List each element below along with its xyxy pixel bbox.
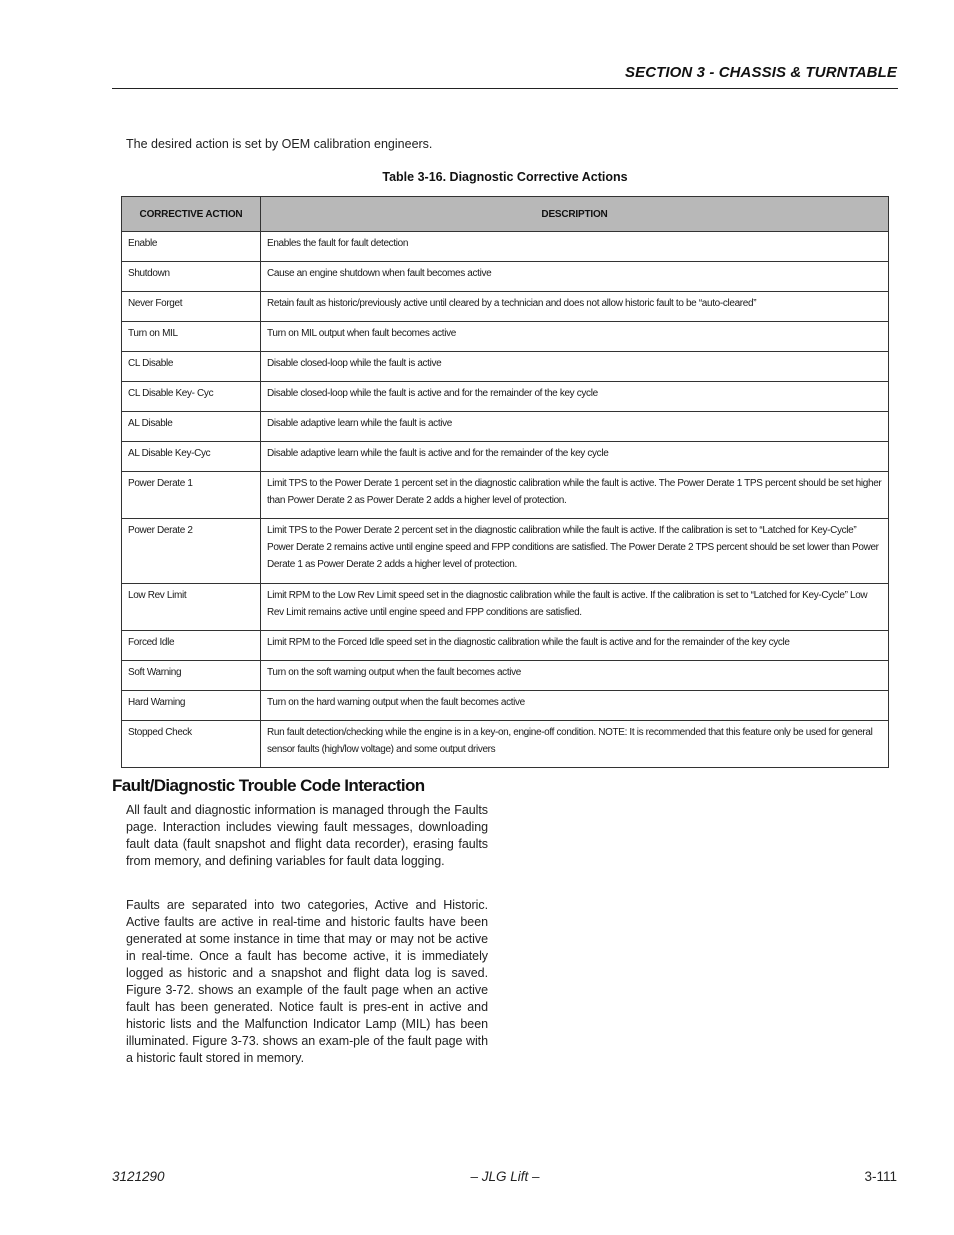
footer-publisher: – JLG Lift – (470, 1169, 540, 1184)
description-cell: Limit RPM to the Low Rev Limit speed set in the diagnostic calibration while the fault is active. If the calibration is set to “Latched for Key-Cycle” Low Rev Limit remains active until engine speed and FPP conditions are satisfied. (261, 584, 889, 631)
table-caption: Table 3-16. Diagnostic Corrective Actions (382, 170, 628, 184)
action-cell: Soft Warning (122, 661, 261, 691)
action-cell: Shutdown (122, 262, 261, 292)
action-cell: CL Disable Key- Cyc (122, 382, 261, 412)
action-cell: Low Rev Limit (122, 584, 261, 631)
description-cell: Run fault detection/checking while the engine is in a key-on, engine-off condition. NOTE: It is recommended that this feature only be used for general sensor faults (high/low voltage) and some output drivers (261, 721, 889, 768)
footer-page-number: 3-111 (864, 1169, 897, 1184)
description-cell: Turn on the hard warning output when the fault becomes active (261, 691, 889, 721)
action-cell: Stopped Check (122, 721, 261, 768)
action-cell: AL Disable (122, 412, 261, 442)
action-cell: CL Disable (122, 352, 261, 382)
table-row (122, 322, 889, 352)
description-cell: Limit TPS to the Power Derate 1 percent set in the diagnostic calibration while the fault is active. The Power Derate 1 TPS percent should be set higher than Power Derate 2 as Power Derate 2 adds a higher level of protection. (261, 472, 889, 519)
table-row (122, 519, 889, 584)
table-header-row (122, 197, 889, 232)
section-heading: Fault/Diagnostic Trouble Code Interaction (112, 776, 425, 795)
action-cell: Hard Warning (122, 691, 261, 721)
description-cell: Disable adaptive learn while the fault is active (261, 412, 889, 442)
table-row (122, 631, 889, 661)
table-row (122, 292, 889, 322)
table-row (122, 442, 889, 472)
table-row (122, 584, 889, 631)
body-paragraph: Faults are separated into two categories, Active and Historic. Active faults are active in real-time and historic faults have been generated at some instance in time that may or may not be active in real-time. Once a fault has become active, it is immediately logged as historic and a snapshot and flight data log is saved. Figure 3-72. shows an example of the fault page when an active fault has been generated. Notice fault is pres-ent in active and historic lists and the Malfunction Indicator Lamp (MIL) has been illuminated. Figure 3-73. shows an exam-ple of the fault page with a historic fault stored in memory. (126, 898, 488, 1065)
column-header-corrective-action: CORRECTIVE ACTION (122, 197, 261, 232)
action-cell: AL Disable Key-Cyc (122, 442, 261, 472)
description-cell: Limit RPM to the Forced Idle speed set in the diagnostic calibration while the fault is active and for the remainder of the key cycle (261, 631, 889, 661)
description-cell: Turn on the soft warning output when the fault becomes active (261, 661, 889, 691)
description-cell: Enables the fault for fault detection (261, 232, 889, 262)
description-cell: Disable closed-loop while the fault is active and for the remainder of the key cycle (261, 382, 889, 412)
description-cell: Disable closed-loop while the fault is active (261, 352, 889, 382)
table-row (122, 232, 889, 262)
description-cell: Disable adaptive learn while the fault is active and for the remainder of the key cycle (261, 442, 889, 472)
action-cell: Enable (122, 232, 261, 262)
description-cell: Turn on MIL output when fault becomes active (261, 322, 889, 352)
table-row (122, 262, 889, 292)
table-row (122, 661, 889, 691)
header-rule (112, 88, 898, 89)
action-cell: Never Forget (122, 292, 261, 322)
section-title: SECTION 3 - CHASSIS & TURNTABLE (624, 64, 897, 81)
diagnostic-corrective-actions-table (121, 196, 889, 768)
action-cell: Turn on MIL (122, 322, 261, 352)
description-cell: Limit TPS to the Power Derate 2 percent set in the diagnostic calibration while the fault is active. If the calibration is set to “Latched for Key-Cycle” Power Derate 2 remains active until engine speed and FPP conditions are satisfied. The Power Derate 2 TPS percent should be set lower than Power Derate 1 as Power Derate 2 adds a higher level of protection. (261, 519, 889, 584)
body-paragraph: All fault and diagnostic information is managed through the Faults page. Interaction includes viewing fault messages, downloading fault data (fault snapshot and flight data recorder), erasing faults from memory, and defining variables for fault data logging. (126, 803, 488, 868)
table-row (122, 412, 889, 442)
action-cell: Power Derate 2 (122, 519, 261, 584)
action-cell: Forced Idle (122, 631, 261, 661)
table-row (122, 382, 889, 412)
table-row (122, 472, 889, 519)
description-cell: Retain fault as historic/previously active until cleared by a technician and does not allow historic fault to be “auto-cleared” (261, 292, 889, 322)
footer-doc-number: 3121290 (112, 1169, 165, 1184)
intro-text: The desired action is set by OEM calibration engineers. (126, 137, 433, 151)
table-row (122, 352, 889, 382)
description-cell: Cause an engine shutdown when fault becomes active (261, 262, 889, 292)
table-row (122, 691, 889, 721)
action-cell: Power Derate 1 (122, 472, 261, 519)
column-header-description: DESCRIPTION (261, 197, 889, 232)
table-row (122, 721, 889, 768)
